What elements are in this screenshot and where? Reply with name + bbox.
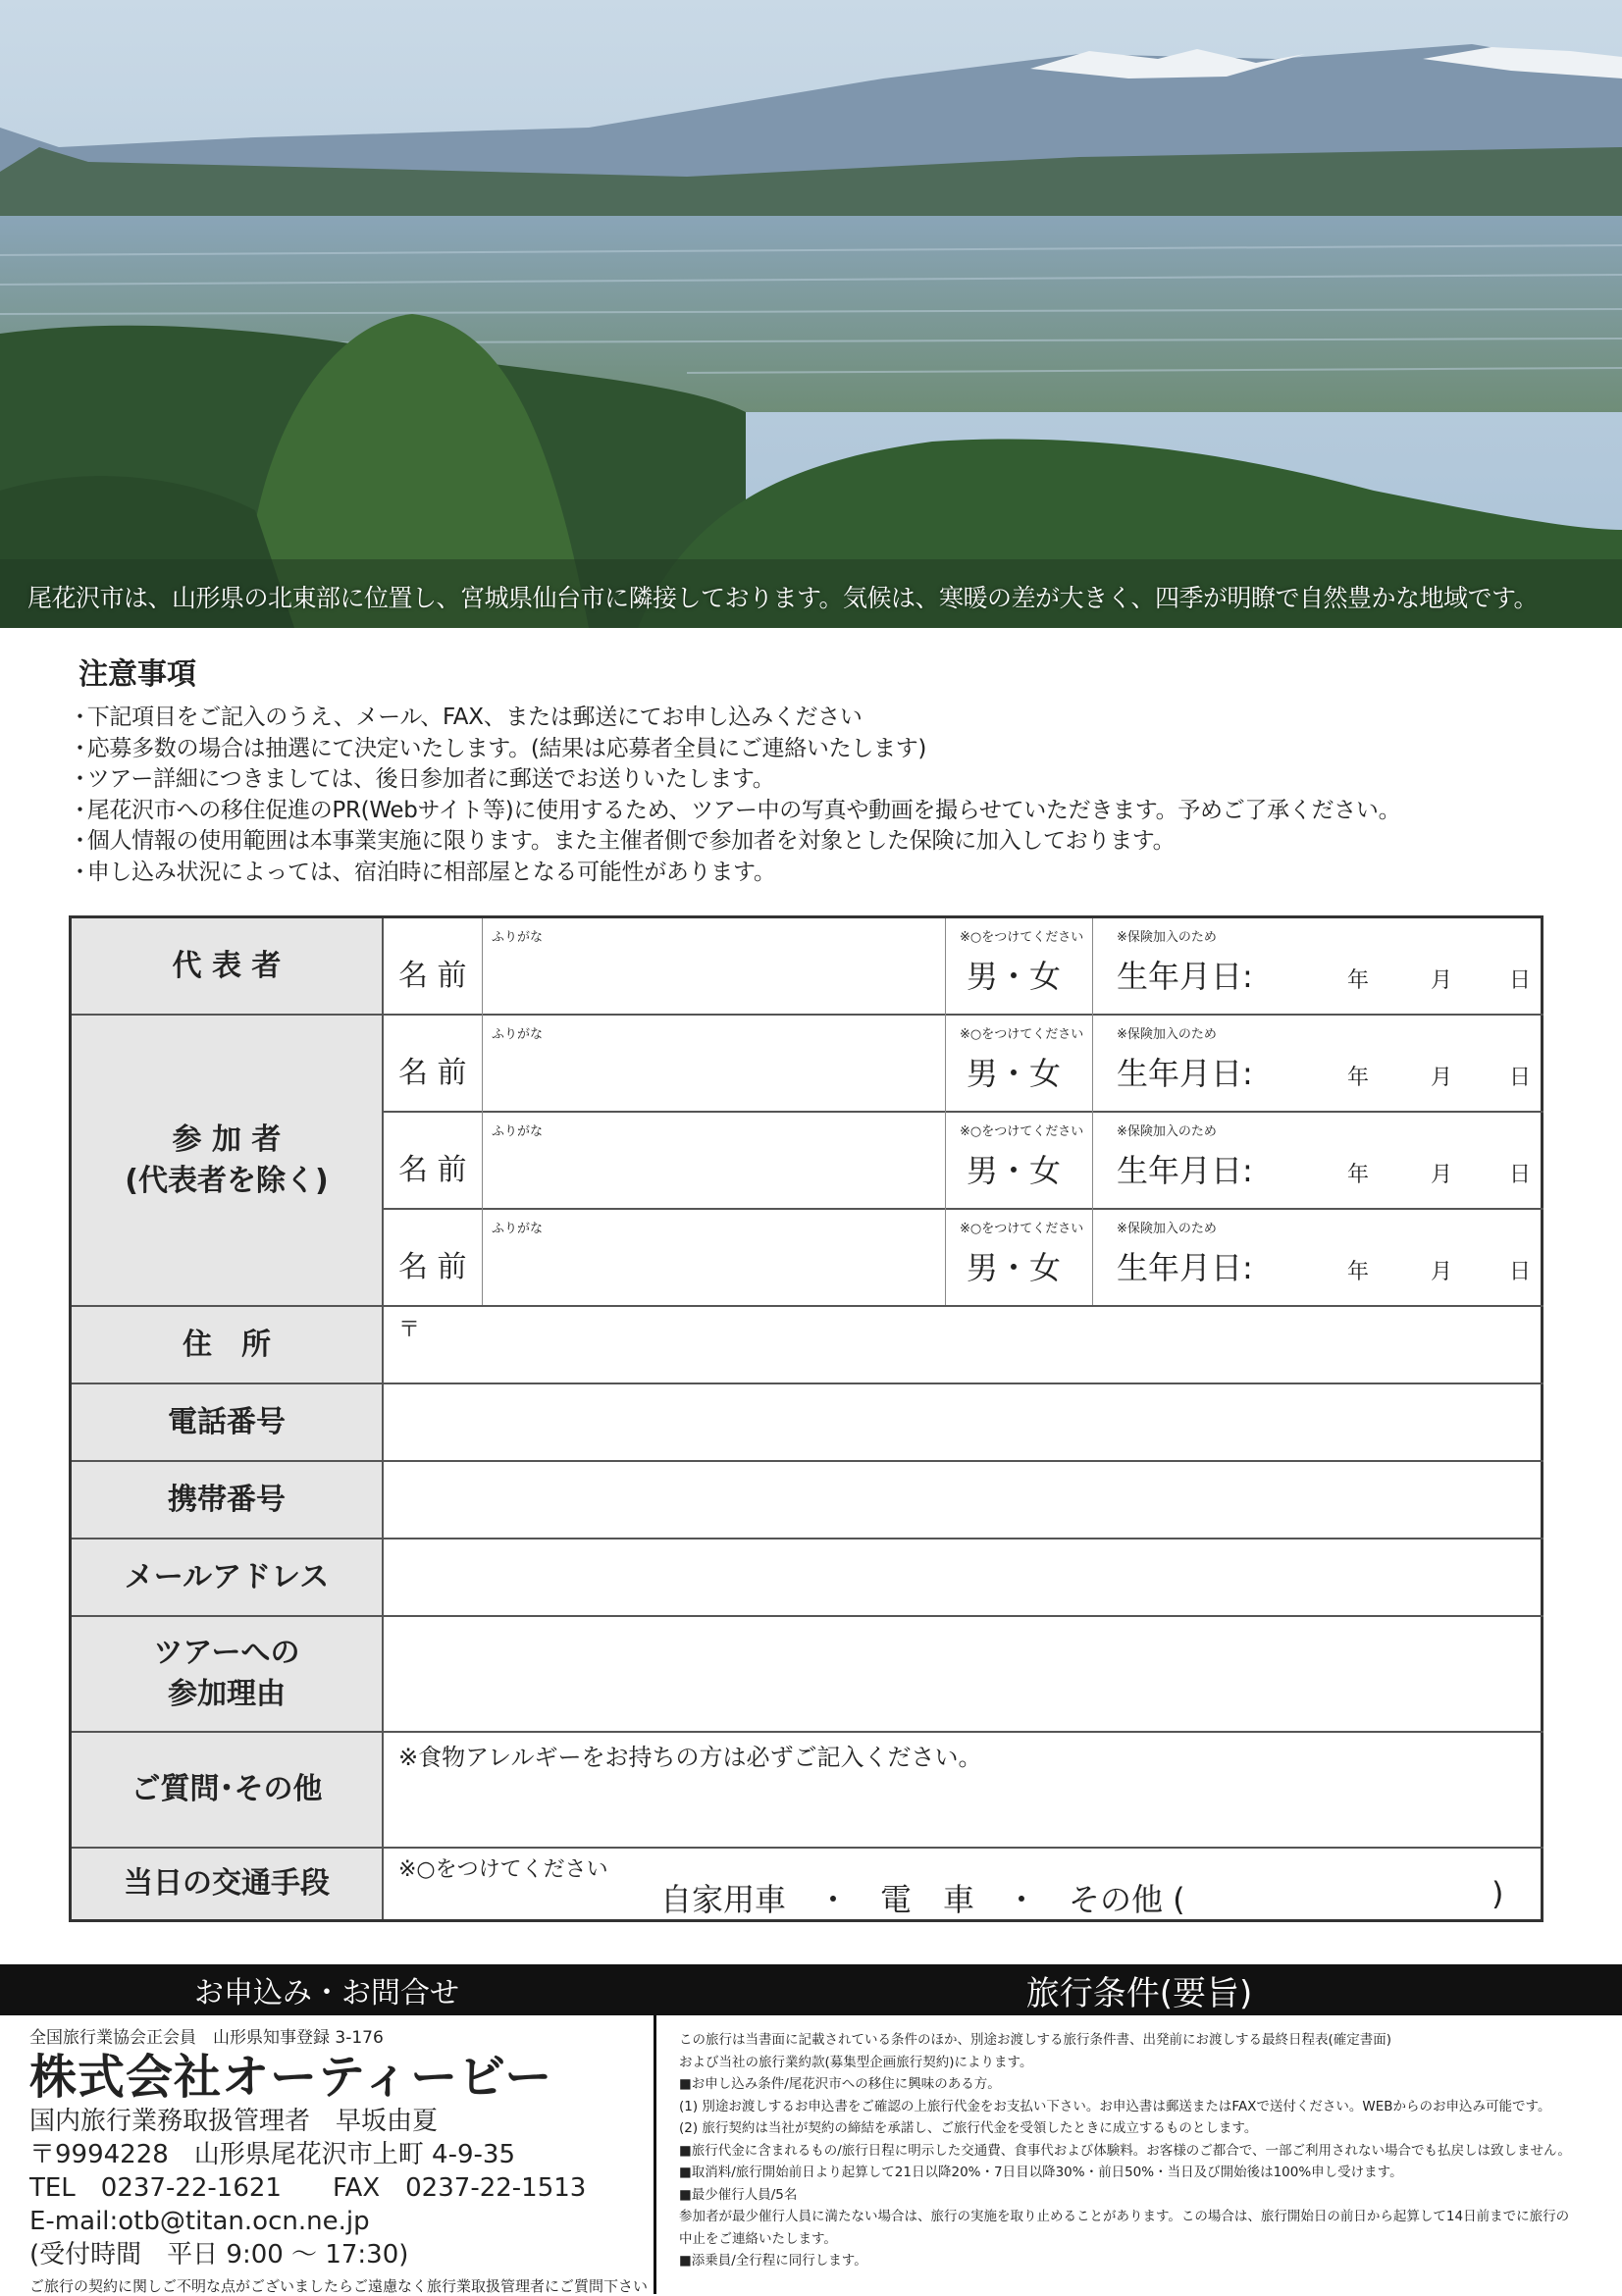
column-divider [945,918,946,1305]
label-text: メールアドレス [124,1559,330,1594]
notes-section [69,650,1599,888]
furigana-label: ふりがな [492,930,544,945]
email-input-area[interactable] [386,1541,1534,1610]
row-divider [384,1111,1544,1113]
label-email [72,1539,384,1616]
year-label: 年 [1347,1066,1370,1090]
mobile-input-area[interactable] [386,1464,1534,1533]
contact-note: ご旅行の契約に関しご不明な点がございましたらご遠慮なく旅行業取扱管理者にご質問下さい [29,2277,649,2295]
row-divider [72,1615,1544,1617]
sex-choice[interactable]: 男・女 [967,958,1062,995]
insurance-note: ※保険加入のため [1117,1222,1217,1236]
list-item: ・ 応募多数の場合は抽選にて決定いたします。(結果は応募者全員にご連絡いたします) [69,734,1599,765]
circle-note: ※○をつけてください [960,1222,1084,1236]
label-mobile [72,1461,384,1539]
company-address: 〒9994228 山形県尾花沢市上町 4-9-35 [29,2140,515,2169]
row-divider [72,1305,1544,1307]
column-divider [482,918,483,1305]
label-transport [72,1848,384,1919]
tel-fax: TEL 0237-22-1621 FAX 0237-22-1513 [29,2173,587,2203]
day-label: 日 [1509,1163,1532,1187]
month-label: 月 [1431,1066,1453,1090]
row-divider [72,1731,1544,1733]
sex-choice[interactable]: 男・女 [967,1055,1062,1092]
name-label: 名 前 [398,1153,467,1187]
label-text: 代 表 者 [172,949,282,983]
name-label: 名 前 [398,1056,467,1090]
company-name: 株式会社オーティービー [29,2050,553,2105]
contact-header-text: お申込み・お問合せ [194,1976,459,2010]
name-label: 名 前 [398,959,467,993]
circle-note: ※○をつけてください [960,930,1084,945]
row-divider [72,1460,1544,1462]
condition-line: ■添乗員/全行程に同行します。 [679,2253,867,2269]
day-label: 日 [1509,968,1532,993]
row-divider [72,1847,1544,1849]
column-divider [1092,918,1093,1305]
name-input-area[interactable] [492,1237,938,1300]
label-text: ツアーへの [153,1636,300,1670]
label-phone [72,1383,384,1461]
transport-close-paren: ) [1491,1875,1504,1912]
label-text: 携帯番号 [168,1482,286,1517]
list-item: ・ 尾花沢市への移住促進のPR(Webサイト等)に使用するため、ツアー中の写真や動画を撮らせていただきます。予めご了承ください。 [69,796,1599,827]
postal-mark: 〒 [398,1318,421,1342]
day-label: 日 [1509,1066,1532,1090]
questions-input-area[interactable] [386,1770,1534,1841]
contact-block [29,2023,657,2296]
label-text: 参加理由 [168,1677,286,1711]
month-label: 月 [1431,968,1453,993]
birth-label: 生年月日: [1117,1249,1253,1286]
circle-note: ※○をつけてください [960,1027,1084,1042]
name-input-area[interactable] [492,1043,938,1106]
row-divider [384,1208,1544,1210]
name-label: 名 前 [398,1250,467,1284]
reason-input-area[interactable] [386,1619,1534,1725]
notes-list [69,703,1599,888]
sex-choice[interactable]: 男・女 [967,1152,1062,1189]
transport-options[interactable]: 自家用車 ・ 電 車 ・ その他 ( [660,1881,1185,1918]
name-input-area[interactable] [492,1140,938,1203]
year-label: 年 [1347,1260,1370,1284]
address-input-area[interactable] [425,1309,1534,1378]
label-text: (代表者を除く) [125,1163,329,1198]
year-label: 年 [1347,968,1370,993]
insurance-note: ※保険加入のため [1117,1124,1217,1139]
furigana-label: ふりがな [492,1222,544,1236]
sex-choice[interactable]: 男・女 [967,1249,1062,1286]
association-text: 全国旅行業協会正会員 山形県知事登録 3-176 [29,2028,384,2048]
day-label: 日 [1509,1260,1532,1284]
list-item: ・ ツアー詳細につきましては、後日参加者に郵送でお送りいたします。 [69,764,1599,796]
label-questions [72,1732,384,1848]
furigana-label: ふりがな [492,1124,544,1139]
label-participants [72,1015,384,1306]
furigana-label: ふりがな [492,1027,544,1042]
label-address [72,1306,384,1383]
company-email[interactable]: E-mail:otb@titan.ocn.ne.jp [29,2207,370,2236]
label-text: 電話番号 [168,1404,286,1439]
row-divider [72,1014,1544,1016]
allergy-note: ※食物アレルギーをお持ちの方は必ずご記入ください。 [398,1744,982,1771]
condition-line: 中止をご連絡いたします。 [679,2230,837,2247]
contact-header [0,1964,654,2015]
hero-caption: 尾花沢市は、山形県の北東部に位置し、宮城県仙台市に隣接しております。気候は、寒暖の差が大きく、四季が明瞭で自然豊かな地域です。 [27,584,1539,612]
circle-note: ※○をつけてください [960,1124,1084,1139]
condition-line: この旅行は当書面に記載されている条件のほか、別途お渡しする旅行条件書、出発前にお渡しする最終日程表(確定書面) [679,2032,1392,2048]
conditions-header-text: 旅行条件(要旨) [1025,1973,1253,2013]
application-form [69,915,1544,1922]
list-item: ・ 個人情報の使用範囲は本事業実施に限ります。また主催者側で参加者を対象とした保険に加入しております。 [69,826,1599,858]
label-reason [72,1616,384,1732]
label-text: 参 加 者 [172,1122,282,1157]
birth-label: 生年月日: [1117,1152,1253,1189]
transport-note: ※○をつけてください [398,1857,608,1882]
birth-label: 生年月日: [1117,1055,1253,1092]
row-divider [72,1538,1544,1539]
month-label: 月 [1431,1260,1453,1284]
condition-line: ■取消料/旅行開始前日より起算して21日以降20%・7日目以降30%・前日50%・当日及び開始後は100%申し受けます。 [679,2165,1403,2180]
condition-line: 参加者が最少催行人員に満たない場合は、旅行の実施を取り止めることがあります。この場合は、旅行開始日の前日から起算して14日前までに旅行の [679,2209,1570,2224]
list-item: ・ 申し込み状況によっては、宿泊時に相部屋となる可能性があります。 [69,858,1599,889]
insurance-note: ※保険加入のため [1117,1027,1217,1042]
notes-title: 注意事項 [78,657,196,692]
condition-line: ■旅行代金に含まれるもの/旅行日程に明示した交通費、食事代および体験料。お客様のご都合で、一部ご利用されない場合でも払戻しは致しません。 [679,2142,1571,2159]
hero-photo [0,0,1622,628]
condition-line: ■お申し込み条件/尾花沢市への移住に興味のある方。 [679,2076,1001,2092]
year-label: 年 [1347,1163,1370,1187]
label-representative [72,918,384,1015]
phone-input-area[interactable] [386,1386,1534,1455]
insurance-note: ※保険加入のため [1117,930,1217,945]
condition-line: (1) 別途お渡しするお申込書をご確認の上旅行代金をお支払い下さい。お申込書は郵送またはFAXで送付ください。WEBからのお申込み可能です。 [679,2098,1551,2114]
conditions-header [656,1964,1622,2015]
condition-line: ■最少催行人員/5名 [679,2186,798,2203]
label-text: 当日の交通手段 [124,1865,330,1901]
birth-label: 生年月日: [1117,958,1253,995]
row-divider [72,1383,1544,1384]
condition-line: (2) 旅行契約は当社が契約の締結を承諾し、ご旅行代金を受領したときに成立するものとします。 [679,2120,1258,2136]
list-item: ・ 下記項目をご記入のうえ、メール、FAX、または郵送にてお申し込みください [69,703,1599,734]
business-hours: (受付時間 平日 9:00 ～ 17:30) [29,2240,409,2270]
condition-line: および当社の旅行業約款(募集型企画旅行契約)によります。 [679,2054,1033,2070]
label-text: ご質問･その他 [131,1772,323,1806]
month-label: 月 [1431,1163,1453,1187]
label-text: 住 所 [183,1327,271,1362]
name-input-area[interactable] [492,946,938,1009]
manager-name: 国内旅行業務取扱管理者 早坂由夏 [29,2107,439,2136]
landscape-image [0,0,1622,628]
conditions-block [679,2029,1601,2272]
